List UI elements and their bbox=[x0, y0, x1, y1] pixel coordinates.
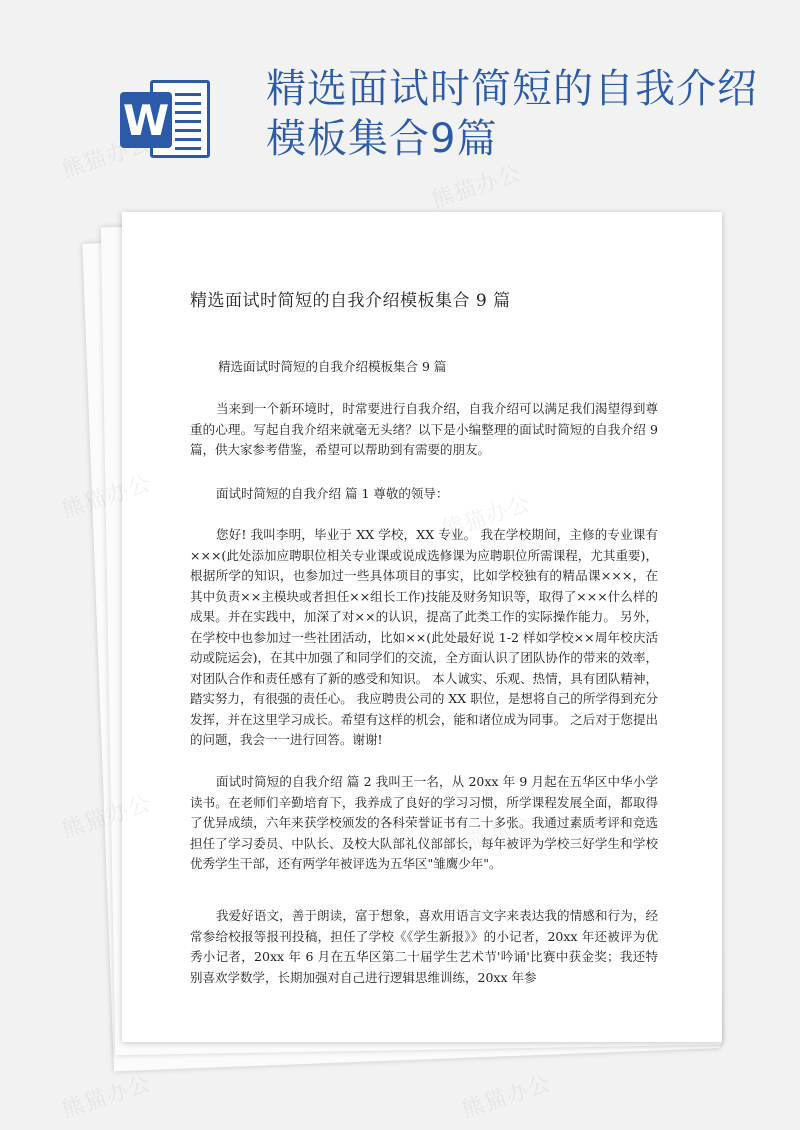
paragraph-section-2-continued: 我爱好语文，善于朗读，富于想象，喜欢用语言文字来表达我的情感和行为，经常参给校报等报刊投稿，担任了学校《《学生新报》》的小记者，20xx 年还被评为优秀小记者，20xx 年 6 月在五华区第二十届学生艺术节'吟诵'比赛中获金奖；我还特别喜欢学数学，长期加强对自己进行逻辑思维训练，20xx 年参 bbox=[190, 908, 658, 985]
watermark-mark: 熊猫办公 bbox=[59, 1071, 155, 1124]
document-page bbox=[122, 212, 722, 1042]
watermark-mark: 熊猫办公 bbox=[59, 131, 155, 184]
page-header bbox=[0, 0, 800, 190]
word-logo-letter: W bbox=[120, 92, 172, 148]
paragraph-section-1-body: 您好! 我叫李明，毕业于 XX 学校，XX 专业。 我在学校期间，主修的专业课有×××(此处添加应聘职位相关专业课或说成选修课为应聘职位所需课程，尤其重要)，根据所学的知识，也参加过一些具体项目的事实，比如学校独有的精品课×××，在其中负责××主模块或者担任××组长工作)技能及财务知识等，取得了×××什么样的成果。并在实践中，加深了对××的认识，提高了此类工作的实际操作能力。 另外，在学校中也参加过一些社团活动，比如××(此处最好说 1-2 样如学校××周年校庆活动或院运会)，在其中加强了和同学们的交流，全方面认识了团队协作的带来的效率，对团队合作和责任感有了新的感受和知识。 本人诚实、乐观、热情，具有团队精神，踏实努力，有很强的责任心。 我应聘贵公司的 XX 职位，是想将自己的所学得到充分发挥，并在这里学习成长。希望有这样的机会，能和诸位成为同事。 之后对于您提出的问题，我会一一进行回答。谢谢! bbox=[190, 527, 658, 747]
paragraph-section-1-title: 面试时简短的自我介绍 篇 1 尊敬的领导： bbox=[216, 486, 449, 501]
watermark-mark: 熊猫办公 bbox=[459, 1071, 555, 1124]
word-document-icon bbox=[120, 80, 212, 162]
paragraph-intro: 当来到一个新环境时，时常要进行自我介绍，自我介绍可以满足我们渴望得到尊重的心理。写起自我介绍来就毫无头绪？以下是小编整理的面试时简短的自我介绍 9 篇，供大家参考借鉴，希望可以帮助到有需要的朋友。 bbox=[190, 401, 658, 457]
page-title: 精选面试时简短的自我介绍模板集合9篇 bbox=[266, 66, 758, 162]
document-heading: 精选面试时简短的自我介绍模板集合 9 篇 bbox=[190, 291, 511, 311]
watermark-mark: 熊猫办公 bbox=[429, 161, 525, 214]
paragraph-section-2-body: 面试时简短的自我介绍 篇 2 我叫王一名，从 20xx 年 9 月起在五华区中华小学读书。在老师们辛勤培育下，我养成了良好的学习习惯，所学课程发展全面，都取得了优异成绩，六年来获学校颁发的各科荣誉证书有二十多张。我通过素质考评和竞选担任了学习委员、中队长、及校大队部礼仪部部长，每年被评为学校三好学生和学校优秀学生干部，还有两学年被评选为五华区"雏鹰少年"。 bbox=[190, 774, 658, 871]
document-subheading: 精选面试时简短的自我介绍模板集合 9 篇 bbox=[218, 359, 447, 374]
